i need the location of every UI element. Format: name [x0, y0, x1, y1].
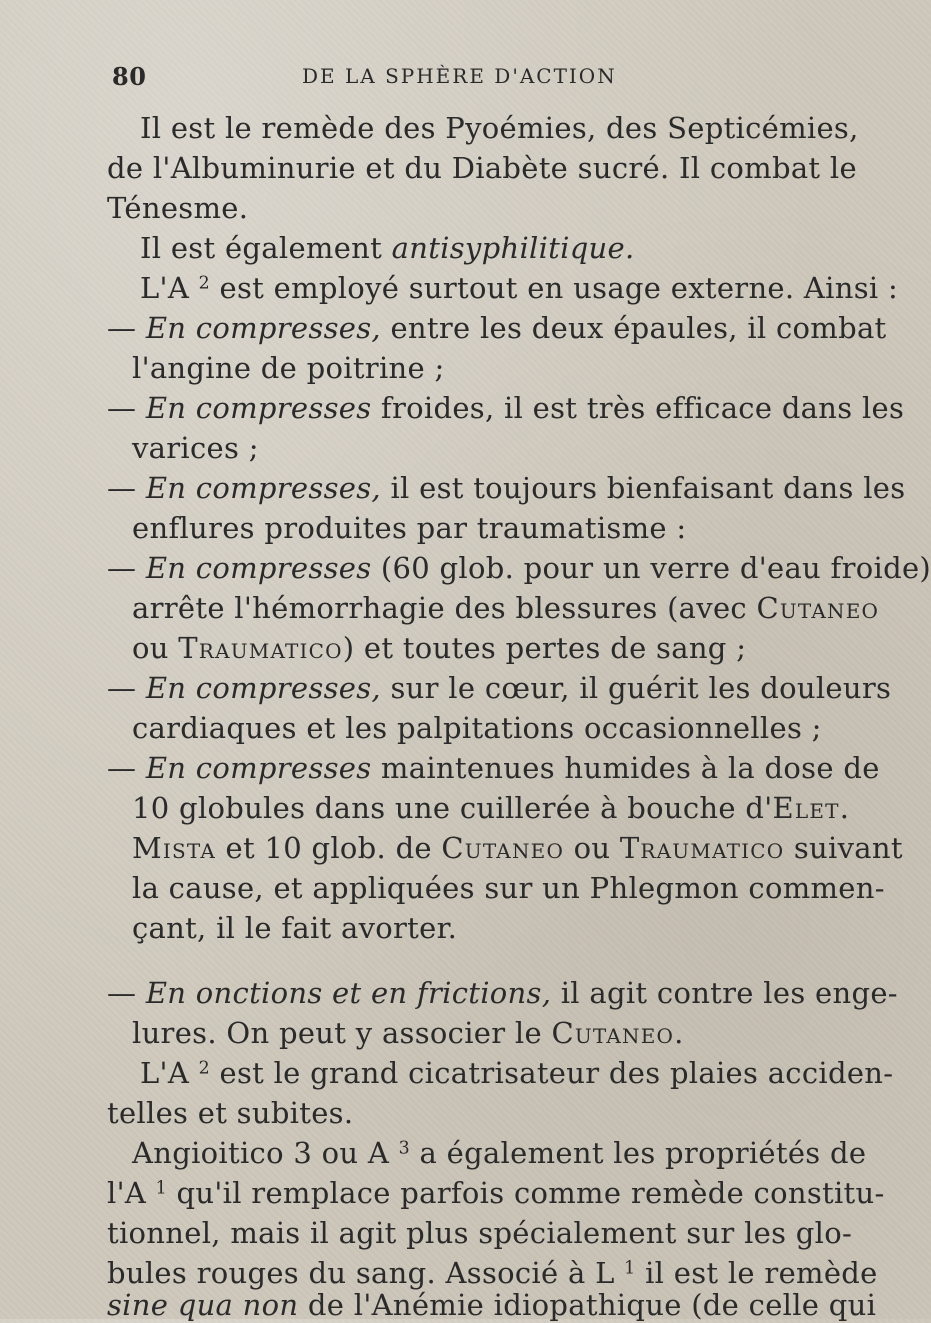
text-line: lures. On peut y associer le Cutaneo.: [132, 1016, 685, 1050]
text-line: la cause, et appliquées sur un Phlegmon commen-: [132, 871, 885, 905]
text-line: Mista et 10 glob. de Cutaneo ou Traumatico suivant: [132, 831, 903, 865]
text-line: 10 globules dans une cuillerée à bouche d'Elet.: [132, 791, 851, 825]
text-line: Il est également antisyphilitique.: [140, 231, 635, 265]
text-line: l'angine de poitrine ;: [132, 351, 445, 385]
text-line: çant, il le fait avorter.: [132, 911, 458, 945]
text-line: Il est le remède des Pyoémies, des Septicémies,: [140, 111, 859, 145]
text-line: — En compresses maintenues humides à la dose de: [107, 751, 880, 785]
text-line: — En onctions et en frictions, il agit contre les enge-: [107, 976, 898, 1010]
text-line: — En compresses, entre les deux épaules, il combat: [107, 311, 887, 345]
text-line: cardiaques et les palpitations occasionnelles ;: [132, 711, 822, 745]
text-line: — En compresses, sur le cœur, il guérit les douleurs: [107, 671, 892, 705]
text-line: — En compresses (60 glob. pour un verre d'eau froide): [107, 551, 931, 585]
text-line: enflures produites par traumatisme :: [132, 511, 687, 545]
text-line: bules rouges du sang. Associé à L $^1$ il est le remède: [107, 1256, 878, 1290]
page-number: 80: [112, 62, 147, 91]
page-header: [112, 62, 712, 96]
text-line: — En compresses froides, il est très efficace dans les: [107, 391, 905, 425]
text-line: — En compresses, il est toujours bienfaisant dans les: [107, 471, 906, 505]
text-line: L'A $^2$ est le grand cicatrisateur des plaies acciden-: [140, 1056, 894, 1090]
text-line: l'A $^1$ qu'il remplace parfois comme remède constitu-: [107, 1176, 885, 1210]
text-line: tionnel, mais il agit plus spécialement sur les glo-: [107, 1216, 853, 1250]
text-line: varices ;: [132, 431, 259, 465]
text-line: arrête l'hémorrhagie des blessures (avec Cutaneo: [132, 591, 880, 625]
text-line: telles et subites.: [107, 1096, 354, 1130]
text-line: Ténesme.: [107, 191, 249, 225]
running-title: DE LA SPHÈRE D'ACTION: [302, 64, 617, 88]
text-line: Angioitico 3 ou A $^3$ a également les propriétés de: [132, 1136, 867, 1170]
text-line: sine qua non de l'Anémie idiopathique (de celle qui: [107, 1288, 877, 1322]
text-line: de l'Albuminurie et du Diabète sucré. Il combat le: [107, 151, 857, 185]
text-line: L'A $^2$ est employé surtout en usage externe. Ainsi :: [140, 271, 899, 305]
text-line: ou Traumatico) et toutes pertes de sang ;: [132, 631, 747, 665]
